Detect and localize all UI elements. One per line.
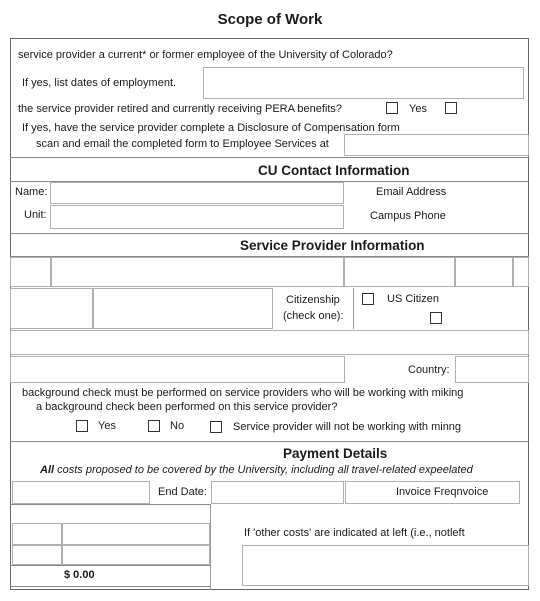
provider-field-1[interactable] bbox=[10, 257, 51, 287]
payment-note bbox=[40, 464, 473, 476]
payment-details-heading: Payment Details bbox=[283, 446, 388, 461]
provider-field-4[interactable] bbox=[455, 257, 513, 287]
background-not-applicable-label: Service provider will not be working with minng bbox=[233, 421, 462, 433]
pera-yes-label: Yes bbox=[409, 103, 427, 115]
provider-field-7[interactable] bbox=[93, 288, 273, 329]
cost-category-field-1[interactable] bbox=[12, 523, 62, 545]
total-amount: $ 0.00 bbox=[64, 569, 95, 581]
invoice-frequency-label: Invoice Freqnvoice bbox=[396, 486, 489, 498]
start-date-input[interactable] bbox=[12, 481, 150, 504]
payment-note-text: costs proposed to be covered by the University, including all travel-related expeelated bbox=[57, 464, 473, 476]
cost-category-field-2[interactable] bbox=[12, 545, 62, 565]
us-citizen-label: US Citizen bbox=[387, 293, 439, 305]
other-costs-explanation-input[interactable] bbox=[242, 545, 529, 586]
end-date-input[interactable] bbox=[211, 481, 344, 504]
cu-contact-phone-label: Campus Phone bbox=[370, 210, 446, 222]
background-check-line-2: a background check been performed on this service provider? bbox=[36, 401, 338, 413]
cu-contact-unit-input[interactable] bbox=[50, 205, 344, 229]
cu-contact-unit-label: Unit: bbox=[24, 209, 47, 221]
employment-dates-label: If yes, list dates of employment. bbox=[22, 77, 177, 89]
background-yes-label: Yes bbox=[98, 420, 116, 432]
cu-contact-name-input[interactable] bbox=[50, 182, 344, 204]
other-costs-note: If 'other costs' are indicated at left (i.e., notleft bbox=[244, 527, 465, 539]
pera-question: the service provider retired and currently receiving PERA benefits? bbox=[18, 103, 343, 115]
us-citizen-checkbox[interactable] bbox=[362, 293, 374, 305]
provider-field-3[interactable] bbox=[344, 257, 455, 287]
cu-contact-name-label: Name: bbox=[15, 186, 48, 198]
end-date-label: End Date: bbox=[158, 486, 207, 498]
cost-amount-field-1[interactable] bbox=[62, 523, 210, 545]
section-divider bbox=[10, 441, 529, 442]
non-citizen-checkbox[interactable] bbox=[430, 312, 442, 324]
citizenship-label: Citizenship bbox=[286, 294, 340, 306]
provider-address-field[interactable] bbox=[10, 330, 529, 355]
section-divider bbox=[10, 233, 529, 234]
background-no-checkbox[interactable] bbox=[148, 420, 160, 432]
disclosure-line-2: scan and email the completed form to Employee Services at bbox=[36, 138, 329, 150]
citizenship-check-one-label: (check one): bbox=[283, 310, 344, 322]
pera-yes-checkbox[interactable] bbox=[445, 102, 457, 114]
section-divider bbox=[10, 157, 529, 158]
cu-contact-heading: CU Contact Information bbox=[258, 163, 410, 178]
background-no-label: No bbox=[170, 420, 185, 432]
disclosure-line-1: If yes, have the service provider complete a Disclosure of Compensation form bbox=[22, 122, 400, 134]
employment-dates-input[interactable] bbox=[203, 67, 524, 99]
provider-city-field[interactable] bbox=[10, 356, 345, 383]
provider-field-5[interactable] bbox=[513, 257, 529, 287]
country-label: Country: bbox=[408, 364, 450, 376]
provider-field-6[interactable] bbox=[10, 288, 93, 329]
background-not-applicable-checkbox[interactable] bbox=[210, 421, 222, 433]
employee-question: service provider a current* or former employee of the University of Colorado? bbox=[18, 49, 393, 61]
pera-no-checkbox[interactable] bbox=[386, 102, 398, 114]
country-input[interactable] bbox=[455, 356, 529, 383]
provider-field-2[interactable] bbox=[51, 257, 344, 287]
employee-services-email-field[interactable] bbox=[344, 134, 529, 156]
payment-note-all: All bbox=[40, 464, 55, 476]
cost-amount-field-2[interactable] bbox=[62, 545, 210, 565]
service-provider-heading: Service Provider Information bbox=[240, 238, 425, 253]
page-title: Scope of Work bbox=[217, 11, 323, 28]
background-yes-checkbox[interactable] bbox=[76, 420, 88, 432]
background-check-line-1: background check must be performed on service providers who will be working with miking bbox=[22, 387, 464, 399]
cu-contact-email-label: Email Address bbox=[376, 186, 447, 198]
